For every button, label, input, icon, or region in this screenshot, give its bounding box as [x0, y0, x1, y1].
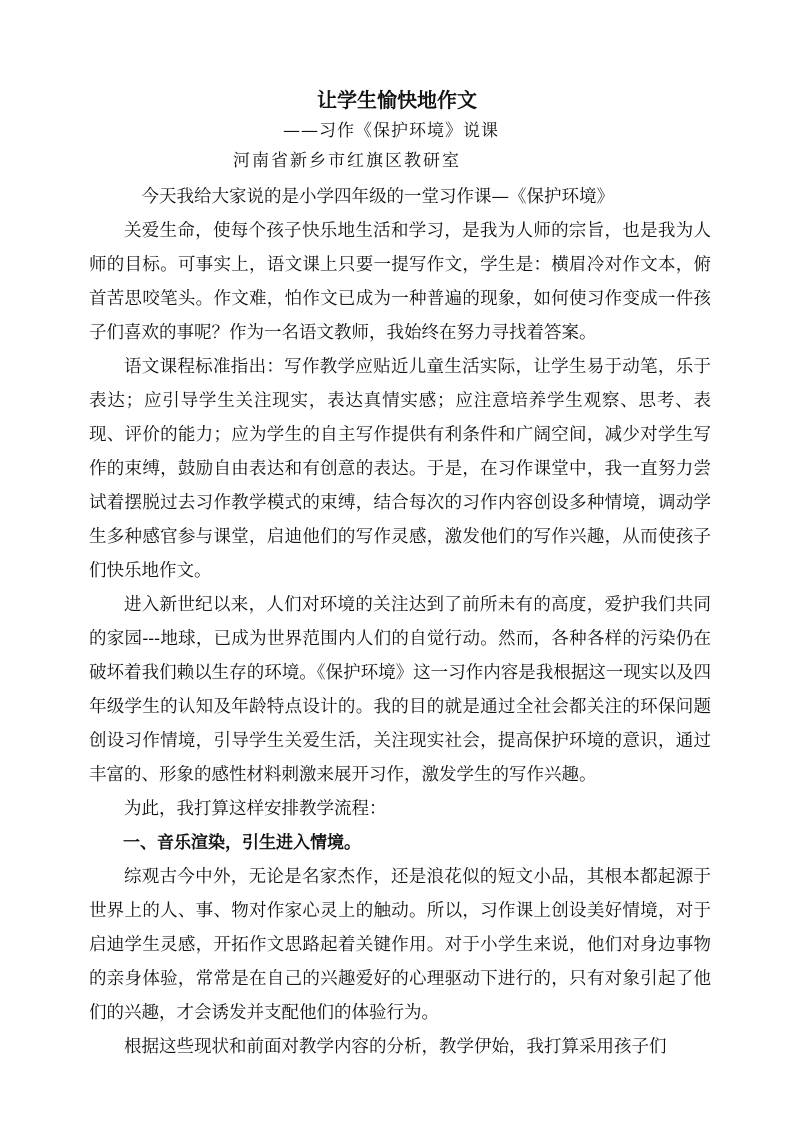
- body-paragraph: 根据这些现状和前面对教学内容的分析，教学伊始，我打算采用孩子们: [124, 1037, 667, 1057]
- body-paragraph: 进入新世纪以来，人们对环境的关注达到了前所未有的高度，爱护我们共同的家园---地球，已成为世界范围内人们的自觉行动。然而，各种各样的污染仍在破坏着我们赖以生存的环境。《保护环境》这一习作内容是我根据这一现实以及四年级学生的认知及年龄特点设计的。我的目的就是通过全社会都关注的环保问题创设习作情境，引导学生关爱生活，关注现实社会，提高保护环境的意识，通过丰富的、形象的感性材料刺激来展开习作，激发学生的写作兴趣。: [89, 595, 711, 785]
- body-paragraph: 综观古今中外，无论是名家杰作，还是浪花似的短文小品，其根本都起源于世界上的人、事、物对作家心灵上的触动。所以，习作课上创设美好情境，对于启迪学生灵感，开拓作文思路起着关键作用。对于小学生来说，他们对身边事物的亲身体验，常常是在自己的兴趣爱好的心理驱动下进行的，只有对象引起了他们的兴趣，才会诱发并支配他们的体验行为。: [89, 867, 711, 1023]
- author-organization: 河南省新乡市红旗区教研室: [233, 151, 461, 171]
- section-heading: 一、音乐渲染，引生进入情境。: [123, 833, 361, 853]
- intro-paragraph: 今天我给大家说的是小学四年级的一堂习作课—《保护环境》: [141, 187, 614, 207]
- document-body: [89, 180, 711, 1064]
- document-title: 让学生愉快地作文: [317, 88, 477, 112]
- document-subtitle: ——习作《保护环境》说课: [283, 121, 499, 141]
- body-paragraph: 为此，我打算这样安排教学流程：: [124, 799, 387, 819]
- body-paragraph: 语文课程标准指出：写作教学应贴近儿童生活实际，让学生易于动笔，乐于表达；应引导学生关注现实，表达真情实感；应注意培养学生观察、思考、表现、评价的能力；应为学生的自主写作提供有利条件和广阔空间，减少对学生写作的束缚，鼓励自由表达和有创意的表达。于是，在习作课堂中，我一直努力尝试着摆脱过去习作教学模式的束缚，结合每次的习作内容创设多种情境，调动学生多种感官参与课堂，启迪他们的写作灵感，激发他们的写作兴趣，从而使孩子们快乐地作文。: [89, 357, 711, 581]
- body-paragraph: 关爱生命，使每个孩子快乐地生活和学习，是我为人师的宗旨，也是我为人师的目标。可事实上，语文课上只要一提写作文，学生是：横眉冷对作文本，俯首苦思咬笔头。作文难，怕作文已成为一种普遍的现象，如何使习作变成一件孩子们喜欢的事呢？作为一名语文教师，我始终在努力寻找着答案。: [89, 221, 711, 343]
